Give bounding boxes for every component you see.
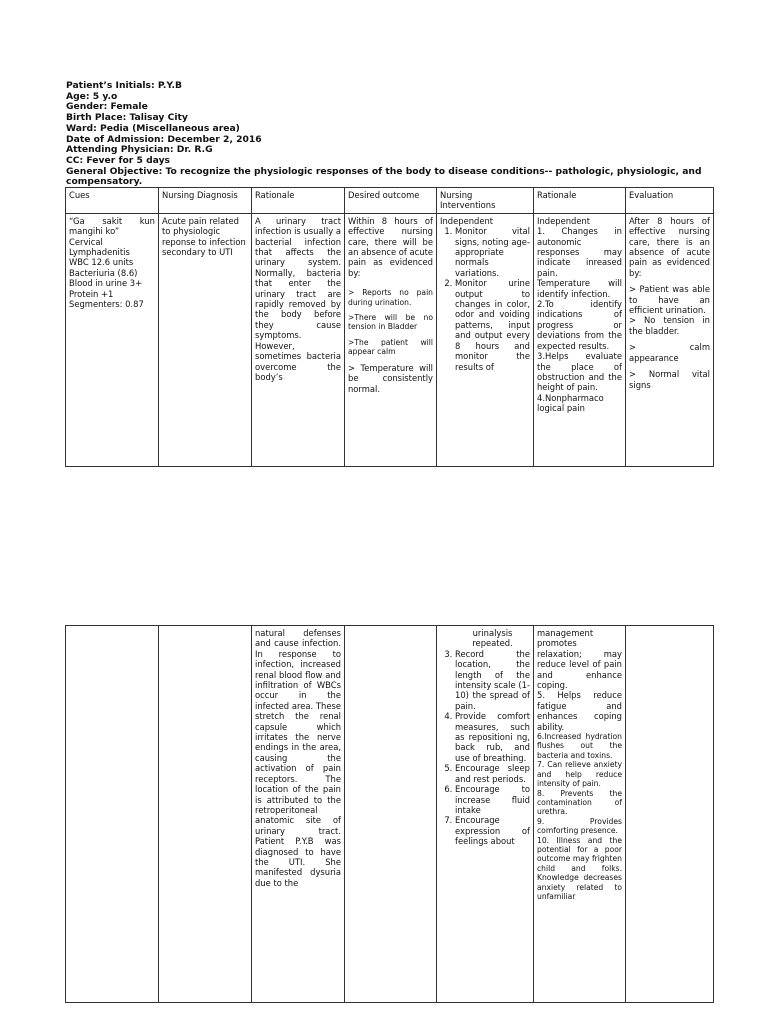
cues-cell — [66, 213, 159, 466]
nursing-diagnosis-text: Acute pain related to physiologic reponse to infection secondary to UTI — [162, 215, 246, 258]
cue-item: Bacteriuria (8.6) — [69, 267, 138, 278]
general-objective: General Objective: To recognize the physiologic responses of the body to disease conditions-- pathologic, physiologic, and compensatory. — [66, 165, 702, 188]
rationale2-item: 8. Prevents the contamination of urethra. — [537, 788, 622, 817]
evaluation-item: > calm appearance — [629, 342, 710, 363]
intervention-item: 4. Provide comfort measures, such as repositioni ng, back rub, and use of breathing. — [455, 711, 530, 763]
evaluation-cell — [626, 626, 714, 1003]
outcome-item: >There will be no tension in Bladder — [348, 313, 433, 332]
rationale2-item: management promotes relaxation; may reduce level of pain and enhance coping. — [537, 628, 622, 691]
patient-age: Age: 5 y.o — [66, 90, 118, 102]
outcome-item: > Temperature will be consistently normal. — [348, 362, 433, 394]
rationale2-item: 7. Can relieve anxiety and help reduce intensity of pain. — [537, 760, 622, 789]
rationale-cell — [252, 213, 345, 466]
outcome-item: >The patient will appear calm — [348, 337, 433, 357]
patient-gender: Gender: Female — [66, 101, 148, 113]
header-rationale-2: Rationale — [534, 188, 626, 214]
date-of-admission: Date of Admission: December 2, 2016 — [66, 133, 262, 145]
rationale2-item: 1. Changes in autonomic responses may indicate inreased pain. — [537, 226, 622, 278]
diagnosis-cell — [159, 213, 252, 466]
birth-place: Birth Place: Talisay City — [66, 112, 188, 124]
header-desired-outcome: Desired outcome — [345, 188, 437, 214]
patient-initials: Patient’s Initials: P.Y.B — [66, 80, 183, 91]
rationale2-item: 4.Nonpharmaco logical pain — [537, 392, 604, 414]
outcome-cell — [345, 213, 437, 466]
header-nursing-interventions: Nursing Interventions — [437, 188, 534, 214]
cue-item: “Ga sakit kun mangihi ko” — [69, 215, 155, 237]
table-row — [66, 626, 714, 1003]
rationale-text: A urinary tract infection is usually a bacterial infection that affects the urinary system. Normally, bacteria that enter the urinary tract are rapidly removed by the body before they cause symptoms. However, sometimes bacteria overcome the body’s — [255, 215, 341, 382]
intervention-item: 2. Monitor urine output to changes in color, odor and voiding patterns, input and output every 8 hours and monitor the results of — [455, 278, 530, 372]
care-plan-table-page-1 — [65, 187, 714, 467]
rationale-text: natural defenses and cause infection. In response to infection, increased renal blood flow and infiltration of WBCs occur in the infected area. These stretch the renal capsule which irritates the nerve endings in the area, causing the activation of pain receptors. The location of the pain is attributed to the retroperitoneal anatomic site of urinary tract. Patient P.Y.B was diagnosed to have the UTI. She manifested dysuria due to the — [255, 628, 341, 888]
header-nursing-diagnosis: Nursing Diagnosis — [159, 188, 252, 214]
table-row — [66, 213, 714, 466]
rationale-cell — [252, 626, 345, 1003]
evaluation-item: > Patient was able to have an efficient urination. — [629, 284, 710, 316]
rationale2-item: Temperature will identify infection. — [537, 278, 622, 299]
interventions-label: Independent — [440, 215, 494, 226]
table-header-row — [66, 188, 714, 214]
intervention-item: 1. Monitor vital signs, noting age-appropriate normals variations. — [455, 226, 530, 278]
rationale2-cell — [534, 213, 626, 466]
care-plan-table-page-2 — [65, 625, 714, 1003]
evaluation-item: > Normal vital signs — [629, 369, 710, 390]
intervention-item: 3. Record the location, the length of the intensity scale (1-10) the spread of pain. — [455, 649, 530, 711]
evaluation-intro: After 8 hours of effective nursing care, there is an absence of acute pain as evidenced by: — [629, 215, 710, 278]
evaluation-item: > No tension in the bladder. — [629, 315, 710, 336]
intervention-item: 7. Encourage expression of feelings about — [455, 815, 530, 846]
attending-physician: Attending Physician: Dr. R.G — [66, 144, 213, 156]
outcome-intro: Within 8 hours of effective nursing care, there will be an absence of acute pain as evidenced by: — [348, 215, 434, 278]
cues-cell — [66, 626, 159, 1003]
cue-item: Segmenters: 0.87 — [69, 299, 144, 310]
cue-item: Protein +1 — [69, 288, 114, 299]
interventions-cell — [437, 213, 534, 466]
rationale2-label: Independent — [537, 215, 591, 226]
rationale2-item: 9. Provides comforting presence. — [537, 816, 622, 836]
header-evaluation: Evaluation — [626, 188, 714, 214]
interventions-cell — [437, 626, 534, 1003]
evaluation-cell — [626, 213, 714, 466]
rationale2-item: 3.Helps evaluate the place of obstruction and the height of pain. — [537, 351, 622, 393]
rationale2-item: 6.Increased hydration flushes out the bacteria and toxins. — [537, 732, 622, 760]
rationale2-item: 5. Helps reduce fatigue and enhances coping ability. — [537, 690, 622, 732]
outcome-cell — [345, 626, 437, 1003]
rationale2-cell — [534, 626, 626, 1003]
ward: Ward: Pedia (Miscellaneous area) — [66, 122, 240, 134]
rationale2-item: 2.To identify indications of progress or deviations from the expected results. — [537, 299, 622, 351]
cue-item: Blood in urine 3+ — [69, 278, 143, 289]
header-cues: Cues — [66, 188, 159, 214]
cue-item: Cervical Lymphadenitis — [69, 236, 130, 258]
patient-header — [66, 81, 716, 188]
intervention-item: 6. Encourage to increase fluid intake — [455, 784, 530, 815]
cue-item: WBC 12.6 units — [69, 257, 134, 268]
diagnosis-cell — [159, 626, 252, 1003]
intervention-item: 5. Encourage sleep and rest periods. — [455, 763, 530, 784]
outcome-item: > Reports no pain during urination. — [348, 288, 433, 307]
chief-complaint: CC: Fever for 5 days — [66, 154, 171, 166]
rationale2-item: 10. Illness and the potential for a poor outcome may frighten child and folks. Knowledge decreases anxiety related to unfamiliar — [537, 835, 622, 901]
header-rationale: Rationale — [252, 188, 345, 214]
intervention-continuation: urinalysis repeated. — [472, 628, 513, 649]
